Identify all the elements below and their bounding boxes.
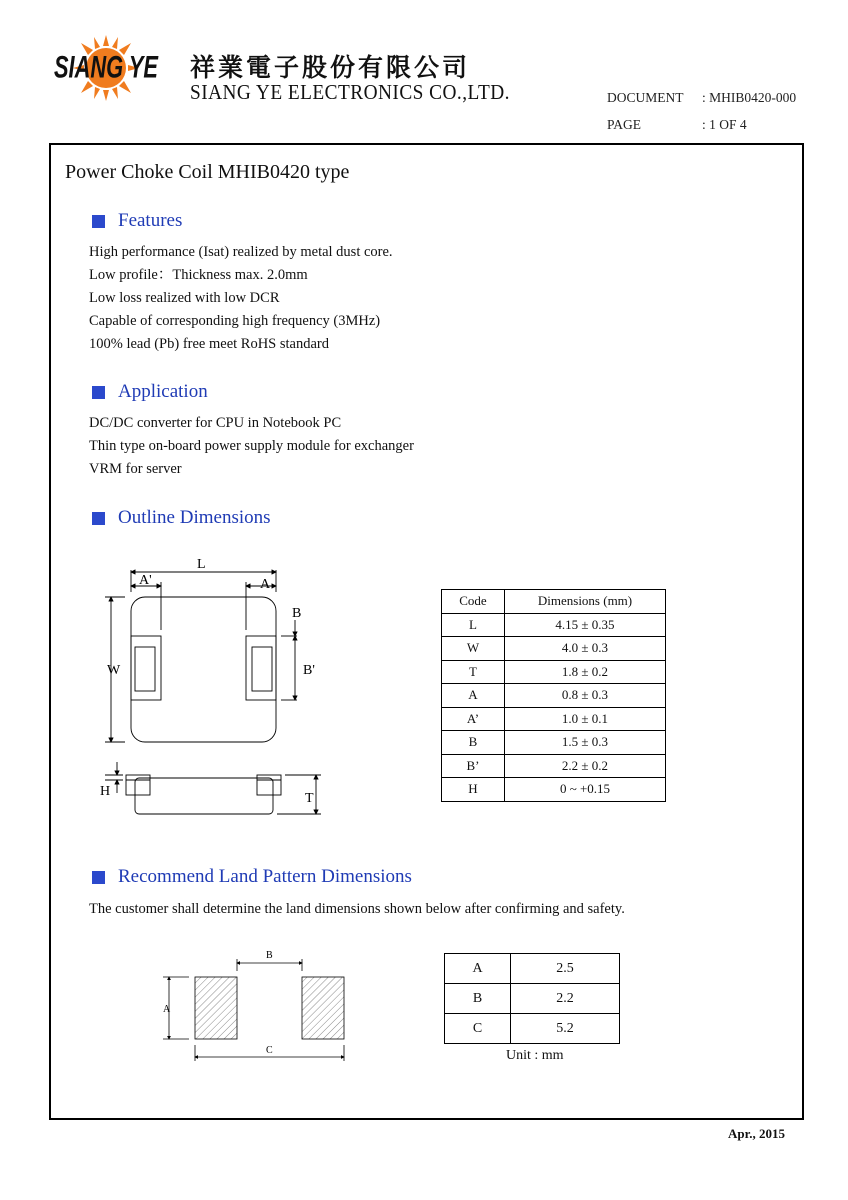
table-row (445, 984, 620, 1014)
table-row (442, 684, 666, 708)
table-cell: C (445, 1014, 511, 1044)
right-terminal (246, 636, 276, 700)
list-item: Thin type on-board power supply module for exchanger (89, 438, 414, 454)
features-heading-text: Features (118, 210, 183, 231)
label-L: L (197, 557, 206, 572)
table-cell: 2.5 (511, 954, 620, 984)
dimensions-table (441, 589, 666, 802)
table-cell: 2.2 ± 0.2 (505, 754, 666, 778)
bullet-square-icon (92, 512, 105, 525)
label-B-prime: B' (303, 663, 315, 678)
label-T: T (305, 791, 314, 806)
table-cell: 4.15 ± 0.35 (505, 613, 666, 637)
company-name-english: SIANG YE ELECTRONICS CO.,LTD. (190, 80, 510, 104)
land-label-B: B (266, 950, 273, 961)
coil-top-view (131, 597, 276, 742)
table-row (445, 1014, 620, 1044)
company-name-chinese: 祥業電子股份有限公司 (190, 53, 471, 82)
document-label: DOCUMENT (607, 90, 684, 105)
features-list (89, 241, 393, 356)
list-item: DC/DC converter for CPU in Notebook PC (89, 415, 342, 431)
bullet-square-icon (92, 386, 105, 399)
table-cell: B (445, 984, 511, 1014)
table-row (442, 613, 666, 637)
table-cell: 5.2 (511, 1014, 620, 1044)
table-cell: 1.5 ± 0.3 (505, 731, 666, 755)
land-pattern-note: The customer shall determine the land dimensions shown below after confirming and safety. (89, 901, 625, 917)
table-header-row (442, 590, 666, 614)
land-pattern-table (444, 953, 620, 1044)
outline-dimensions-heading-text: Outline Dimensions (118, 507, 271, 528)
table-cell: 1.0 ± 0.1 (505, 707, 666, 731)
list-item: VRM for server (89, 461, 182, 477)
table-cell: W (442, 637, 505, 661)
table-row (442, 778, 666, 802)
column-header-code: Code (442, 590, 505, 614)
left-pad (195, 977, 237, 1039)
coil-side-view (135, 778, 273, 814)
table-cell: A (445, 954, 511, 984)
document-number: : MHIB0420-000 (702, 90, 797, 105)
table-cell: 2.2 (511, 984, 620, 1014)
table-cell: 4.0 ± 0.3 (505, 637, 666, 661)
table-cell: 0 ~ +0.15 (505, 778, 666, 802)
left-terminal (131, 636, 161, 700)
logo-text: SIANG YE (54, 48, 159, 85)
land-pattern-drawing (155, 945, 365, 1065)
document-title: Power Choke Coil MHIB0420 type (65, 161, 350, 183)
list-item: High performance (Isat) realized by metal dust core. (89, 244, 393, 260)
label-B: B (292, 606, 302, 621)
land-label-C: C (266, 1045, 273, 1056)
bullet-square-icon (92, 871, 105, 884)
label-A: A (260, 577, 271, 592)
right-pad (302, 977, 344, 1039)
unit-label: Unit : mm (506, 1048, 564, 1063)
table-row (442, 731, 666, 755)
table-cell: B (442, 731, 505, 755)
column-header-dimensions: Dimensions (mm) (505, 590, 666, 614)
table-cell: A (442, 684, 505, 708)
land-label-A: A (163, 1004, 171, 1015)
table-cell: 1.8 ± 0.2 (505, 660, 666, 684)
table-cell: H (442, 778, 505, 802)
land-pattern-heading-text: Recommend Land Pattern Dimensions (118, 866, 412, 887)
company-logo (50, 35, 162, 105)
list-item: 100% lead (Pb) free meet RoHS standard (89, 336, 329, 352)
footer-date: Apr., 2015 (728, 1126, 785, 1141)
table-row (442, 660, 666, 684)
application-heading-text: Application (118, 381, 208, 402)
table-cell: A’ (442, 707, 505, 731)
page-label: PAGE (607, 117, 642, 132)
list-item: Low profile：Thickness max. 2.0mm (89, 267, 308, 283)
label-H: H (100, 784, 111, 799)
bullet-square-icon (92, 215, 105, 228)
table-cell: L (442, 613, 505, 637)
table-row (442, 754, 666, 778)
table-cell: 0.8 ± 0.3 (505, 684, 666, 708)
outline-drawing (95, 550, 335, 825)
page-number: : 1 OF 4 (702, 117, 747, 132)
table-row (442, 707, 666, 731)
table-row (442, 637, 666, 661)
application-list (89, 412, 414, 481)
label-A-prime: A' (139, 573, 152, 588)
table-row (445, 954, 620, 984)
label-W: W (107, 663, 121, 678)
table-cell: B’ (442, 754, 505, 778)
list-item: Low loss realized with low DCR (89, 290, 280, 306)
table-cell: T (442, 660, 505, 684)
list-item: Capable of corresponding high frequency (3MHz) (89, 313, 381, 329)
